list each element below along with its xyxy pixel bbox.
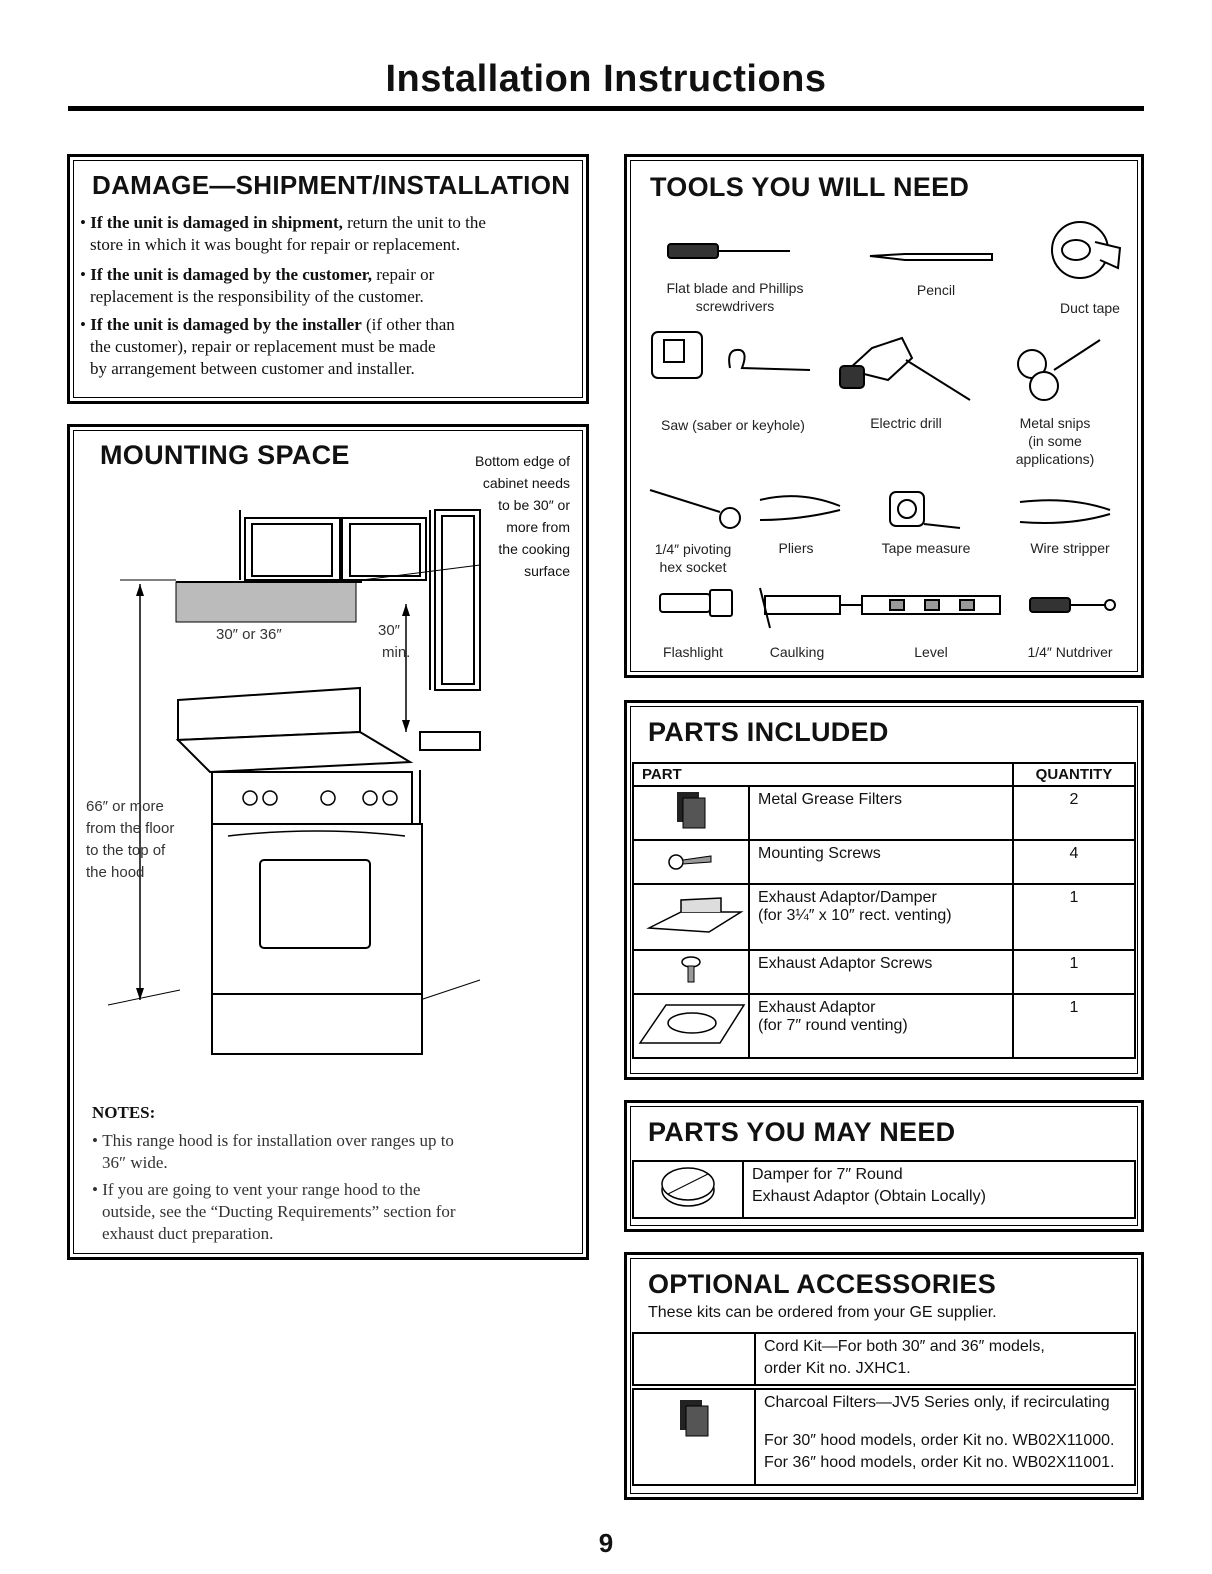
damage-item-2: • If the unit is damaged by the customer, repair or replacement is the responsibility of the customer.: [80, 265, 435, 306]
note-2: • If you are going to vent your range hood to the outside, see the “Ducting Requirements” section for exhaust duct preparation.: [92, 1180, 456, 1243]
table-row: [633, 786, 1135, 840]
tool-screwdrivers-label: Flat blade and Phillips screwdrivers: [666, 280, 804, 314]
mounting-diagram: [80, 500, 490, 1060]
part-name: Exhaust Adaptor Screws: [749, 950, 1013, 994]
height-label: 66″ or more from the floor to the top of the hood: [86, 798, 175, 881]
tool-caulking-label: Caulking: [769, 644, 825, 660]
part-qty: 4: [1013, 840, 1135, 884]
col-part: PART: [633, 763, 1013, 786]
parts-header-row: [633, 763, 1135, 786]
charcoal-filter-icon: [674, 1398, 714, 1440]
may-need-text: Damper for 7″ Round Exhaust Adaptor (Obtain Locally): [743, 1161, 1135, 1218]
tool-drill-label: Electric drill: [870, 415, 942, 431]
part-name: Exhaust Adaptor (for 7″ round venting): [749, 994, 1013, 1058]
table-row: [633, 994, 1135, 1058]
tool-pencil-label: Pencil: [916, 282, 956, 298]
page-title: Installation Instructions: [385, 58, 827, 100]
part-name: Mounting Screws: [749, 840, 1013, 884]
tool-tape-measure-label: Tape measure: [881, 540, 971, 556]
tool-nutdriver-label: 1/4″ Nutdriver: [1027, 644, 1113, 660]
mounting-title: MOUNTING SPACE: [100, 440, 350, 470]
tool-level-label: Level: [914, 644, 948, 660]
notes-title: NOTES:: [92, 1103, 156, 1122]
parts-table: [632, 762, 1136, 1059]
tool-flashlight-label: Flashlight: [663, 644, 723, 660]
cord-kit-text: Cord Kit—For both 30″ and 36″ models, order Kit no. JXHC1.: [755, 1333, 1135, 1385]
table-row: [633, 950, 1135, 994]
part-qty: 2: [1013, 786, 1135, 840]
damage-item-1: • If the unit is damaged in shipment, return the unit to the store in which it was bought for repair or replacement.: [80, 213, 486, 254]
adaptor-screw-icon: [679, 956, 703, 984]
col-quantity: QUANTITY: [1013, 763, 1135, 786]
part-qty: 1: [1013, 994, 1135, 1058]
table-row: [633, 840, 1135, 884]
optional-title: OPTIONAL ACCESSORIES: [648, 1269, 997, 1299]
parts-title: PARTS INCLUDED: [648, 717, 889, 747]
grease-filter-icon: [671, 790, 711, 832]
table-row: [633, 1333, 1135, 1385]
may-need-title: PARTS YOU MAY NEED: [648, 1117, 956, 1147]
width-label: 30″ or 36″: [216, 626, 282, 643]
tool-duct-tape-label: Duct tape: [1060, 300, 1120, 316]
charcoal-text: Charcoal Filters—JV5 Series only, if recirculating For 30″ hood models, order Kit no. WB02X11000. For 36″ hood models, order Kit no. WB02X11001.: [755, 1389, 1135, 1485]
part-qty: 1: [1013, 950, 1135, 994]
screw-icon: [666, 848, 716, 872]
cord-kit-table: [632, 1332, 1136, 1386]
part-qty: 1: [1013, 884, 1135, 950]
may-need-table: [632, 1160, 1136, 1219]
damage-item-3: • If the unit is damaged by the installer (if other than the customer), repair or replacement must be made by arrangement between customer and installer.: [80, 315, 455, 378]
min-label: 30″ min.: [378, 622, 411, 661]
damper-icon: [641, 890, 741, 940]
tool-hex-label: 1/4″ pivoting hex socket: [654, 541, 732, 575]
table-row: [633, 1389, 1135, 1485]
tool-pliers-label: Pliers: [778, 540, 814, 556]
round-adaptor-icon: [636, 999, 746, 1049]
part-name: Exhaust Adaptor/Damper (for 3¼″ x 10″ rect. venting): [749, 884, 1013, 950]
damage-title: DAMAGE—SHIPMENT/INSTALLATION: [92, 170, 571, 200]
part-name: Metal Grease Filters: [749, 786, 1013, 840]
tool-snips-label: Metal snips (in some applications): [1015, 415, 1095, 467]
cabinet-note: Bottom edge of cabinet needs to be 30″ or more from the cooking surface: [475, 453, 570, 579]
tool-wire-stripper-label: Wire stripper: [1030, 540, 1110, 556]
page-number: 9: [598, 1528, 614, 1558]
table-row: [633, 1161, 1135, 1218]
note-1: • This range hood is for installation over ranges up to 36″ wide.: [92, 1131, 454, 1172]
table-row: [633, 884, 1135, 950]
round-damper-icon: [658, 1164, 718, 1210]
tools-title: TOOLS YOU WILL NEED: [650, 172, 970, 202]
charcoal-table: [632, 1388, 1136, 1486]
optional-subtitle: These kits can be ordered from your GE supplier.: [648, 1304, 997, 1321]
title-rule: [68, 106, 1144, 111]
tool-saw-label: Saw (saber or keyhole): [661, 417, 805, 433]
